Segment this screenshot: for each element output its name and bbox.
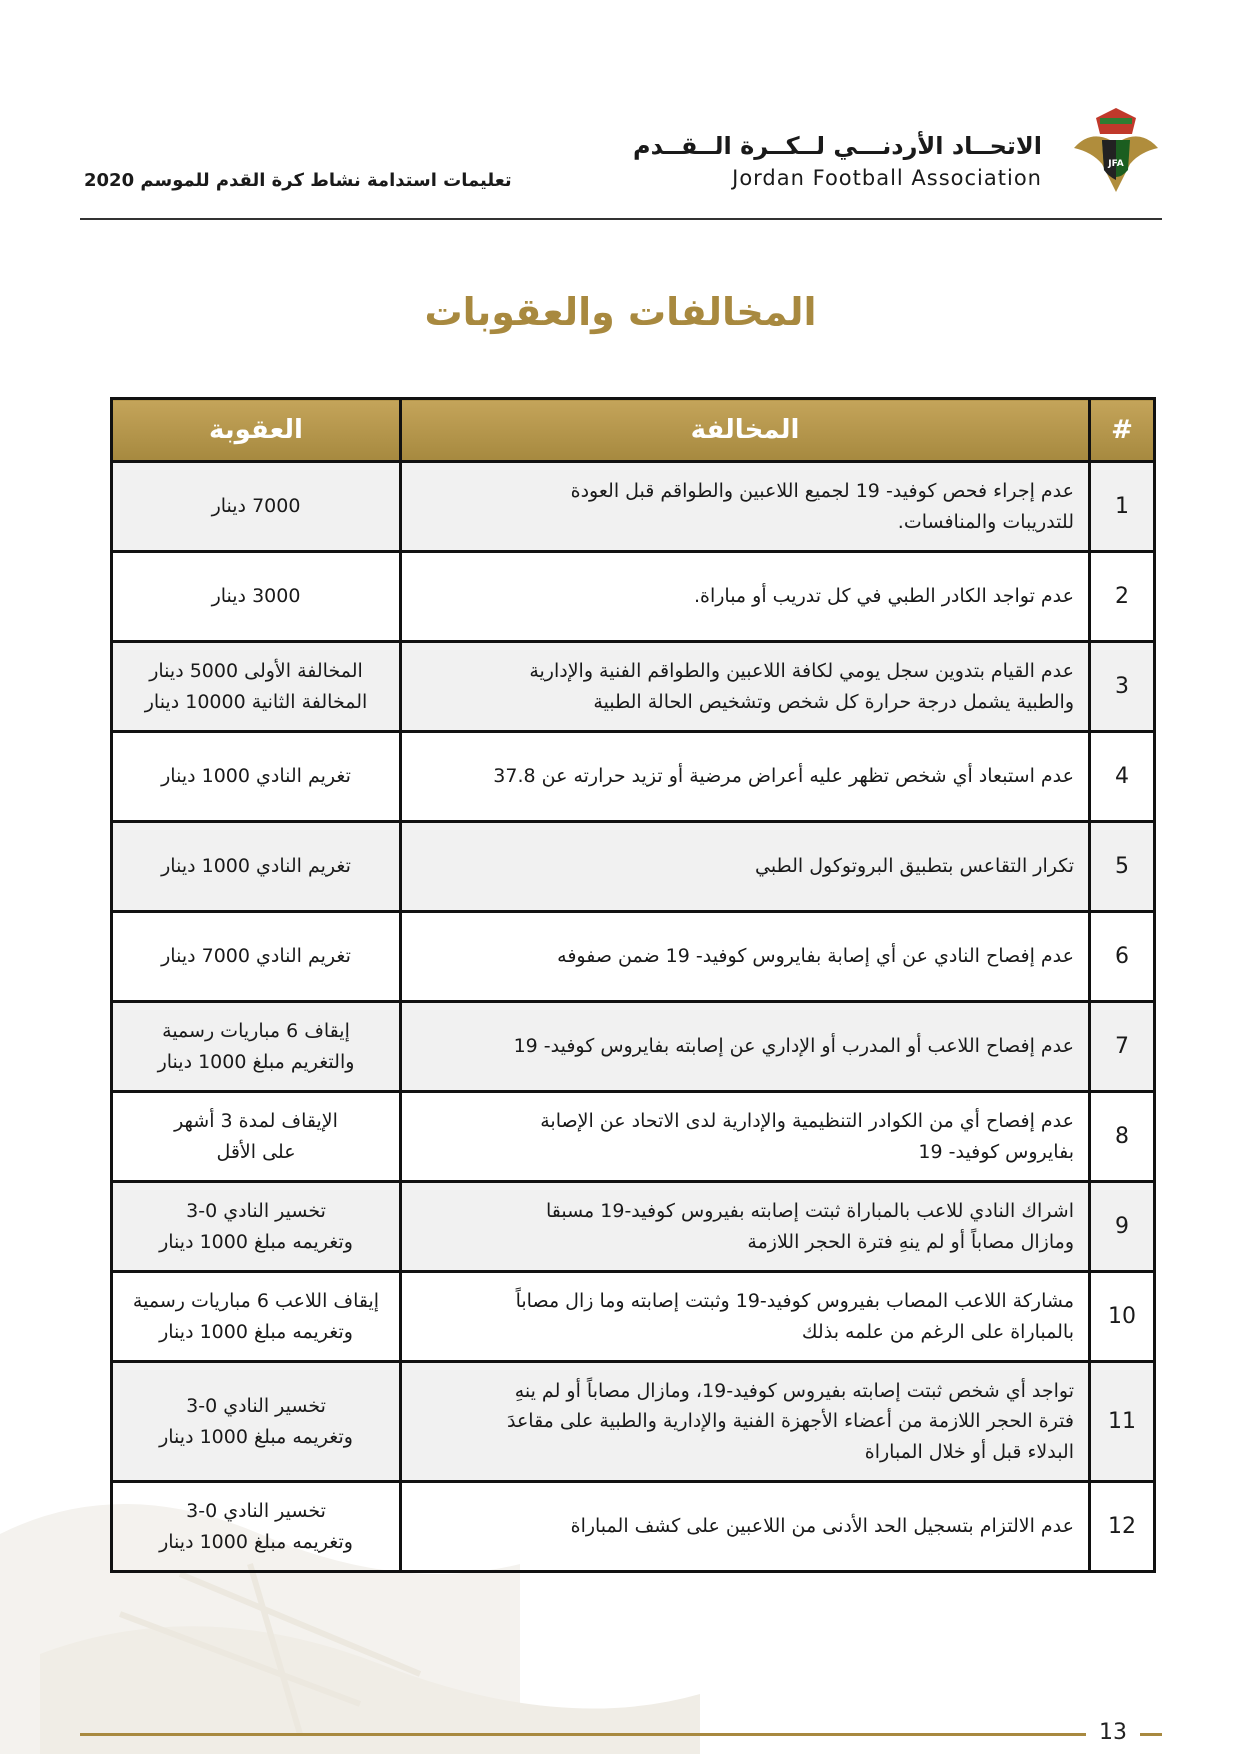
violations-table	[110, 397, 1156, 1573]
violation-cell	[401, 822, 1090, 912]
table-row	[112, 732, 1155, 822]
violation-cell	[401, 552, 1090, 642]
row-number: 3	[1090, 642, 1155, 732]
row-number: 2	[1090, 552, 1155, 642]
table-row	[112, 1002, 1155, 1092]
penalty-line: تخسير النادي 0-3	[186, 1395, 326, 1418]
penalty-line: والتغريم مبلغ 1000 دينار	[157, 1050, 355, 1073]
row-number: 12	[1090, 1482, 1155, 1572]
violation-line: عدم إفصاح النادي عن أي إصابة بفايروس كوفيد- 19 ضمن صفوفه	[557, 945, 1074, 968]
penalty-cell	[112, 912, 401, 1002]
violation-line: اشراك النادي للاعب بالمباراة ثبتت إصابته بفيروس كوفيد-19 مسبقا	[545, 1200, 1074, 1223]
penalty-line: 7000 دينار	[211, 495, 301, 518]
penalty-line: تغريم النادي 7000 دينار	[161, 945, 351, 968]
header-penalty: العقوبة	[112, 399, 401, 462]
table-row	[112, 1362, 1155, 1482]
table-row	[112, 462, 1155, 552]
row-number: 6	[1090, 912, 1155, 1002]
penalty-line: الإيقاف لمدة 3 أشهر	[174, 1110, 338, 1133]
penalty-line: تغريم النادي 1000 دينار	[161, 765, 351, 788]
penalty-cell	[112, 1182, 401, 1272]
violation-line: البدلاء قبل أو خلال المباراة	[864, 1440, 1074, 1463]
header-number: #	[1090, 399, 1155, 462]
penalty-line: المخالفة الأولى 5000 دينار	[149, 660, 363, 683]
violation-line: بفايروس كوفيد- 19	[918, 1140, 1074, 1163]
violation-line: عدم القيام بتدوين سجل يومي لكافة اللاعبين والطواقم الفنية والإدارية	[529, 660, 1074, 683]
violation-cell	[401, 462, 1090, 552]
org-name-arabic: الاتحــاد الأردنـــي لــكــرة الــقــدم	[633, 132, 1042, 160]
page-title: المخالفات والعقوبات	[424, 290, 817, 334]
header-divider	[80, 218, 1162, 220]
row-number: 10	[1090, 1272, 1155, 1362]
penalty-line: تخسير النادي 0-3	[186, 1500, 326, 1523]
violation-line: تكرار التقاعس بتطبيق البروتوكول الطبي	[754, 855, 1074, 878]
violation-line: عدم إفصاح اللاعب أو المدرب أو الإداري عن إصابته بفايروس كوفيد- 19	[513, 1035, 1074, 1058]
row-number: 11	[1090, 1362, 1155, 1482]
penalty-cell	[112, 1002, 401, 1092]
table-row	[112, 552, 1155, 642]
penalty-cell	[112, 642, 401, 732]
table-row	[112, 822, 1155, 912]
penalty-line: 3000 دينار	[211, 585, 301, 608]
penalty-line: على الأقل	[216, 1140, 296, 1163]
penalty-line: وتغريمه مبلغ 1000 دينار	[159, 1425, 353, 1448]
penalty-cell	[112, 552, 401, 642]
row-number: 4	[1090, 732, 1155, 822]
penalty-cell	[112, 1092, 401, 1182]
page-number: 13	[1099, 1720, 1127, 1745]
violation-cell	[401, 912, 1090, 1002]
page-header	[80, 92, 1162, 218]
table-header-row	[112, 399, 1155, 462]
violation-line: للتدريبات والمنافسات.	[897, 510, 1074, 533]
row-number: 8	[1090, 1092, 1155, 1182]
footer-rule	[80, 1733, 1086, 1736]
penalty-line: وتغريمه مبلغ 1000 دينار	[159, 1530, 353, 1553]
footer-dash	[1140, 1733, 1162, 1736]
violation-cell	[401, 1182, 1090, 1272]
violation-line: عدم تواجد الكادر الطبي في كل تدريب أو مباراة.	[693, 585, 1074, 608]
violation-cell	[401, 1362, 1090, 1482]
penalty-cell	[112, 462, 401, 552]
table-row	[112, 1482, 1155, 1572]
violation-cell	[401, 1002, 1090, 1092]
penalty-cell	[112, 1362, 401, 1482]
table-row	[112, 1182, 1155, 1272]
penalty-line: المخالفة الثانية 10000 دينار	[144, 690, 368, 713]
org-name-english: Jordan Football Association	[732, 166, 1042, 190]
violation-cell	[401, 1092, 1090, 1182]
table-row	[112, 1092, 1155, 1182]
jfa-logo	[1070, 104, 1162, 196]
penalty-cell	[112, 1482, 401, 1572]
violation-line: عدم إفصاح أي من الكوادر التنظيمية والإدارية لدى الاتحاد عن الإصابة	[540, 1110, 1074, 1133]
header-violation: المخالفة	[401, 399, 1090, 462]
violation-line: تواجد أي شخص ثبتت إصابته بفيروس كوفيد-19، ومازال مصاباً أو لم ينهِ	[514, 1379, 1074, 1402]
violation-line: عدم الالتزام بتسجيل الحد الأدنى من اللاعبين على كشف المباراة	[570, 1515, 1074, 1538]
row-number: 1	[1090, 462, 1155, 552]
penalty-cell	[112, 732, 401, 822]
violation-cell	[401, 1272, 1090, 1362]
penalty-line: تخسير النادي 0-3	[186, 1200, 326, 1223]
penalty-line: وتغريمه مبلغ 1000 دينار	[159, 1320, 353, 1343]
violation-line: والطبية يشمل درجة حرارة كل شخص وتشخيص الحالة الطبية	[593, 690, 1074, 713]
table-row	[112, 1272, 1155, 1362]
table-row	[112, 642, 1155, 732]
violation-line: بالمباراة على الرغم من علمه بذلك	[801, 1320, 1074, 1343]
violation-line: ومازال مصاباً أو لم ينهِ فترة الحجر اللازمة	[747, 1230, 1074, 1253]
violation-cell	[401, 732, 1090, 822]
row-number: 7	[1090, 1002, 1155, 1092]
violation-line: فترة الحجر اللازمة من أعضاء الأجهزة الفنية والإدارية والطبية على مقاعدَ	[506, 1410, 1074, 1433]
logo-text: JFA	[1108, 159, 1124, 169]
violation-line: مشاركة اللاعب المصاب بفيروس كوفيد-19 وثبتت إصابته وما زال مصاباً	[515, 1290, 1074, 1313]
violation-line: عدم استبعاد أي شخص تظهر عليه أعراض مرضية أو تزيد حرارته عن 37.8	[493, 765, 1074, 788]
penalty-line: تغريم النادي 1000 دينار	[161, 855, 351, 878]
page-footer	[80, 1720, 1162, 1750]
violation-line: عدم إجراء فحص كوفيد- 19 لجميع اللاعبين والطواقم قبل العودة	[570, 480, 1074, 503]
penalty-line: إيقاف اللاعب 6 مباريات رسمية	[132, 1290, 380, 1313]
penalty-line: وتغريمه مبلغ 1000 دينار	[159, 1230, 353, 1253]
row-number: 9	[1090, 1182, 1155, 1272]
violation-cell	[401, 642, 1090, 732]
violation-cell	[401, 1482, 1090, 1572]
table-row	[112, 912, 1155, 1002]
penalty-line: إيقاف 6 مباريات رسمية	[162, 1020, 350, 1043]
document-title: تعليمات استدامة نشاط كرة القدم للموسم 2020	[84, 170, 512, 191]
row-number: 5	[1090, 822, 1155, 912]
penalty-cell	[112, 1272, 401, 1362]
penalty-cell	[112, 822, 401, 912]
